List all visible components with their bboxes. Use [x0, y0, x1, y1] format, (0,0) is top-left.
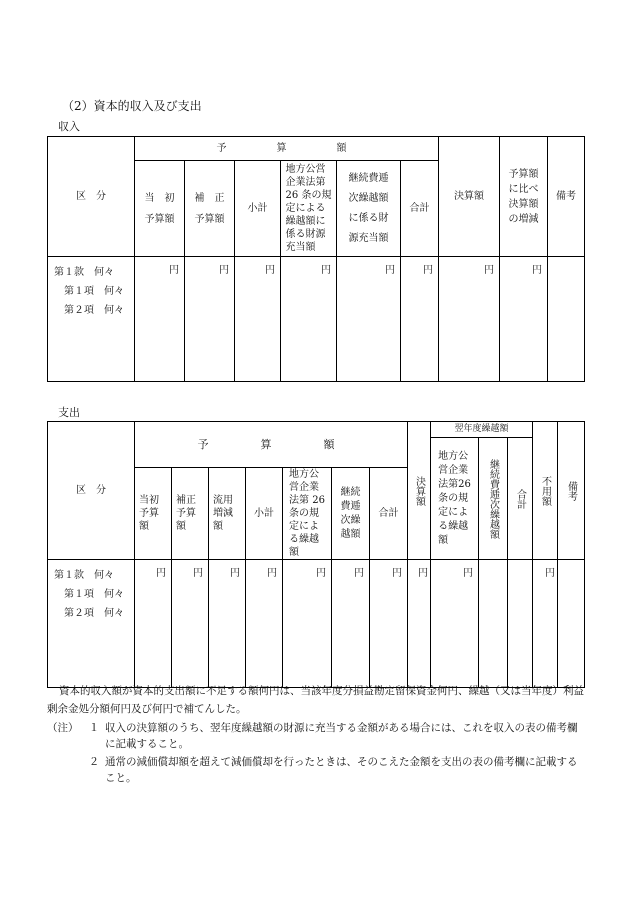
- expense-settlement-value: 円: [408, 560, 431, 688]
- income-initial-value: 円: [135, 257, 185, 382]
- expense-header-supplementary: 補正 予算 額: [172, 468, 209, 560]
- expense-header-subtotal: 小計: [246, 468, 283, 560]
- supplement-statement: 資本的収入額が資本的支出額に不足する額何円は、当該年度分損益勘定留保資金何円、繰越（又は当年度）利益剰余金処分額何円及び何円で補てんした。: [47, 685, 584, 715]
- expense-header-initial: 当初 予算 額: [135, 468, 172, 560]
- expense-remarks-value: [558, 560, 585, 688]
- expense-header-remarks: 備考: [558, 422, 585, 560]
- expense-header-next-continuing: 継続費逓次繰越額: [479, 438, 508, 560]
- expense-header-budget: 予 算 額: [135, 422, 408, 468]
- expense-diversion-value: 円: [209, 560, 246, 688]
- expense-header-settlement: 決算額: [408, 422, 431, 560]
- note-1-text: 収入の決算額のうち、翌年度繰越額の財源に充当する金額がある場合には、これを収入の表の備考欄に記載すること。: [105, 722, 578, 750]
- income-header-remarks: 備考: [548, 137, 585, 257]
- expense-header-continuing: 継続 費逓 次繰 越額: [332, 468, 370, 560]
- income-label: 収入: [58, 120, 80, 133]
- expense-header-article26: 地方公 営企業 法第 26 条の規 定によ る繰越 額: [283, 468, 332, 560]
- income-article26-value: 円: [281, 257, 337, 382]
- expense-header-next-total: 合計: [508, 438, 533, 560]
- income-header-settlement: 決算額: [439, 137, 500, 257]
- income-settlement-value: 円: [439, 257, 500, 382]
- note-2-number: ２: [88, 756, 100, 768]
- expense-header-unused: 不用額: [533, 422, 558, 560]
- expense-subtotal-value: 円: [246, 560, 283, 688]
- expense-header-category: 区 分: [48, 422, 135, 560]
- income-continuing-value: 円: [337, 257, 401, 382]
- expense-header-next-article26: 地方公 営企業 法第26 条の規 定によ る繰越 額: [431, 438, 479, 560]
- income-header-supplementary: 補 正 予算額: [185, 161, 235, 257]
- expense-initial-value: 円: [135, 560, 172, 688]
- expense-table: [47, 421, 585, 688]
- notes-prefix: （注）: [47, 722, 79, 734]
- income-row-labels: 第１款 何々 第１項 何々 第２項 何々: [48, 257, 135, 382]
- expense-supplementary-value: 円: [172, 560, 209, 688]
- expense-header-diversion: 流用 増減 額: [209, 468, 246, 560]
- income-total-value: 円: [401, 257, 439, 382]
- expense-next-article26-value: 円: [431, 560, 479, 688]
- expense-next-total-value: [508, 560, 533, 688]
- expense-article26-value: 円: [283, 560, 332, 688]
- expense-header-next-year: 翌年度繰越額: [431, 422, 533, 438]
- income-header-article26: 地方公営 企業法第 26 条の規 定による 繰越額に 係る財源 充当額: [281, 161, 337, 257]
- expense-row-labels: 第１款 何々 第１項 何々 第２項 何々: [48, 560, 135, 688]
- section-title: （2）資本的収入及び支出: [62, 99, 202, 113]
- expense-continuing-value: 円: [332, 560, 370, 688]
- note-1-number: １: [88, 722, 100, 734]
- income-header-diff: 予算額 に比べ 決算額 の増減: [500, 137, 548, 257]
- income-header-continuing: 継続費逓 次繰越額 に係る財 源充当額: [337, 161, 401, 257]
- expense-header-total: 合計: [370, 468, 408, 560]
- income-header-budget: 予 算 額: [135, 137, 439, 161]
- income-header-total: 合計: [401, 161, 439, 257]
- income-header-initial: 当 初 予算額: [135, 161, 185, 257]
- income-table: [47, 136, 585, 382]
- income-header-category: 区 分: [48, 137, 135, 257]
- expense-label: 支出: [58, 406, 80, 419]
- expense-next-continuing-value: [479, 560, 508, 688]
- income-remarks-value: [548, 257, 585, 382]
- income-diff-value: 円: [500, 257, 548, 382]
- income-subtotal-value: 円: [235, 257, 281, 382]
- notes: [47, 720, 587, 786]
- expense-total-value: 円: [370, 560, 408, 688]
- income-supplementary-value: 円: [185, 257, 235, 382]
- expense-unused-value: 円: [533, 560, 558, 688]
- income-header-subtotal: 小計: [235, 161, 281, 257]
- note-2-text: 通常の減価償却額を超えて減価償却を行ったときは、そのこえた金額を支出の表の備考欄に記載すること。: [105, 756, 578, 784]
